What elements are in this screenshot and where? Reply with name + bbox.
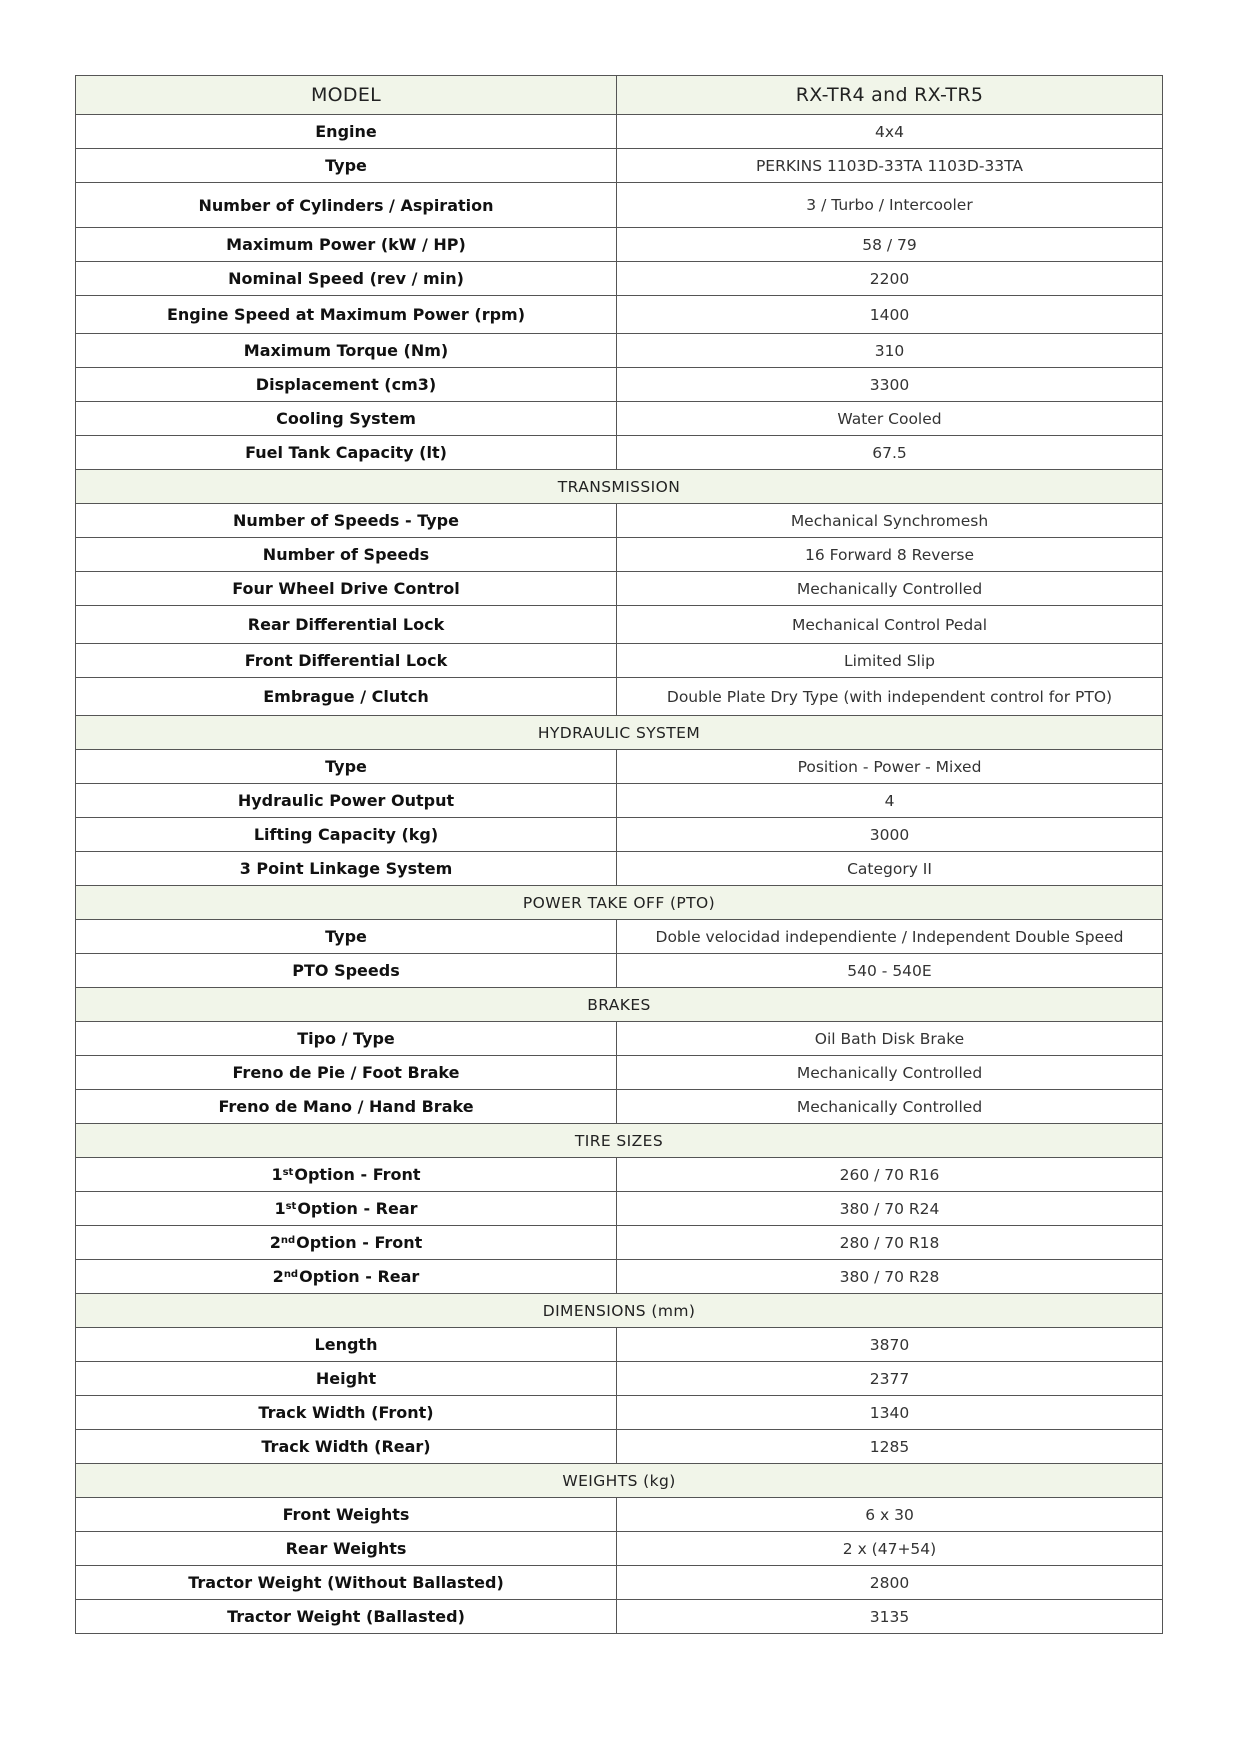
spec-label: Number of Cylinders / Aspiration	[76, 183, 617, 228]
spec-label: Hydraulic Power Output	[76, 784, 617, 818]
spec-table-body	[76, 76, 1163, 1634]
spec-label	[76, 1192, 617, 1226]
table-row	[76, 149, 1163, 183]
table-row	[76, 852, 1163, 886]
spec-value: 2 x (47+54)	[617, 1532, 1163, 1566]
table-row	[76, 572, 1163, 606]
spec-label-text: Option - Rear	[297, 1199, 418, 1218]
table-row	[76, 1566, 1163, 1600]
spec-value: Oil Bath Disk Brake	[617, 1022, 1163, 1056]
model-header-value: RX-TR4 and RX-TR5	[617, 76, 1163, 115]
spec-label: Tractor Weight (Without Ballasted)	[76, 1566, 617, 1600]
spec-label: Rear Weights	[76, 1532, 617, 1566]
spec-value: Double Plate Dry Type (with independent control for PTO)	[617, 678, 1163, 716]
table-row	[76, 1396, 1163, 1430]
spec-value: Position - Power - Mixed	[617, 750, 1163, 784]
table-row	[76, 402, 1163, 436]
spec-label: Nominal Speed (rev / min)	[76, 262, 617, 296]
spec-value: 67.5	[617, 436, 1163, 470]
table-row	[76, 644, 1163, 678]
spec-label-text: Option - Rear	[299, 1267, 420, 1286]
table-row	[76, 1260, 1163, 1294]
spec-label	[76, 1158, 617, 1192]
spec-label	[76, 1226, 617, 1260]
spec-label: Freno de Pie / Foot Brake	[76, 1056, 617, 1090]
spec-label-text: Option - Front	[294, 1165, 421, 1184]
section-header-row	[76, 1294, 1163, 1328]
spec-value: Limited Slip	[617, 644, 1163, 678]
table-header-row	[76, 76, 1163, 115]
ordinal-suffix: nd	[283, 1269, 299, 1280]
section-title: TRANSMISSION	[76, 470, 1163, 504]
spec-value: Water Cooled	[617, 402, 1163, 436]
table-row	[76, 436, 1163, 470]
spec-value: 3135	[617, 1600, 1163, 1634]
spec-label: Rear Differential Lock	[76, 606, 617, 644]
spec-value: Mechanically Controlled	[617, 572, 1163, 606]
spec-value: Mechanical Control Pedal	[617, 606, 1163, 644]
spec-value: Mechanical Synchromesh	[617, 504, 1163, 538]
spec-label	[76, 1260, 617, 1294]
spec-label: Track Width (Front)	[76, 1396, 617, 1430]
spec-label: Front Weights	[76, 1498, 617, 1532]
section-header-row	[76, 470, 1163, 504]
spec-value: 1285	[617, 1430, 1163, 1464]
spec-label: 3 Point Linkage System	[76, 852, 617, 886]
table-row	[76, 1090, 1163, 1124]
table-row	[76, 954, 1163, 988]
section-title: TIRE SIZES	[76, 1124, 1163, 1158]
section-title: HYDRAULIC SYSTEM	[76, 716, 1163, 750]
spec-label: Track Width (Rear)	[76, 1430, 617, 1464]
table-row	[76, 920, 1163, 954]
spec-label: Embrague / Clutch	[76, 678, 617, 716]
spec-value: 380 / 70 R24	[617, 1192, 1163, 1226]
table-row	[76, 1498, 1163, 1532]
table-row	[76, 818, 1163, 852]
table-row	[76, 1532, 1163, 1566]
section-title: BRAKES	[76, 988, 1163, 1022]
spec-label: Cooling System	[76, 402, 617, 436]
table-row	[76, 1022, 1163, 1056]
spec-value: 3300	[617, 368, 1163, 402]
table-row	[76, 262, 1163, 296]
spec-value: 6 x 30	[617, 1498, 1163, 1532]
table-row	[76, 334, 1163, 368]
spec-value: 380 / 70 R28	[617, 1260, 1163, 1294]
spec-value: Mechanically Controlled	[617, 1056, 1163, 1090]
spec-label: Lifting Capacity (kg)	[76, 818, 617, 852]
section-header-row	[76, 716, 1163, 750]
spec-label: Type	[76, 920, 617, 954]
table-row	[76, 1328, 1163, 1362]
table-row	[76, 750, 1163, 784]
table-row	[76, 183, 1163, 228]
section-header-row	[76, 1124, 1163, 1158]
spec-value: 3870	[617, 1328, 1163, 1362]
spec-label: Engine	[76, 115, 617, 149]
ordinal-suffix: nd	[280, 1235, 296, 1246]
model-header-label: MODEL	[76, 76, 617, 115]
spec-value: 1400	[617, 296, 1163, 334]
spec-label-text: Option - Front	[296, 1233, 423, 1252]
spec-label: Fuel Tank Capacity (lt)	[76, 436, 617, 470]
spec-label: Number of Speeds	[76, 538, 617, 572]
spec-value: 310	[617, 334, 1163, 368]
spec-value: Category II	[617, 852, 1163, 886]
section-title: WEIGHTS (kg)	[76, 1464, 1163, 1498]
spec-value: PERKINS 1103D-33TA 1103D-33TA	[617, 149, 1163, 183]
table-row	[76, 678, 1163, 716]
spec-label: Maximum Power (kW / HP)	[76, 228, 617, 262]
ordinal-suffix: st	[285, 1201, 297, 1212]
spec-label: PTO Speeds	[76, 954, 617, 988]
ordinal-number: 2	[272, 1267, 284, 1286]
spec-value: 2377	[617, 1362, 1163, 1396]
table-row	[76, 1056, 1163, 1090]
spec-label: Type	[76, 750, 617, 784]
spec-label: Height	[76, 1362, 617, 1396]
spec-label: Displacement (cm3)	[76, 368, 617, 402]
spec-value: 1340	[617, 1396, 1163, 1430]
table-row	[76, 784, 1163, 818]
ordinal-number: 1	[274, 1199, 286, 1218]
spec-value: 2800	[617, 1566, 1163, 1600]
spec-label: Length	[76, 1328, 617, 1362]
table-row	[76, 504, 1163, 538]
section-header-row	[76, 988, 1163, 1022]
section-header-row	[76, 1464, 1163, 1498]
ordinal-number: 1	[271, 1165, 283, 1184]
table-row	[76, 228, 1163, 262]
section-title: POWER TAKE OFF (PTO)	[76, 886, 1163, 920]
table-row	[76, 606, 1163, 644]
spec-value: Doble velocidad independiente / Independent Double Speed	[617, 920, 1163, 954]
table-row	[76, 368, 1163, 402]
spec-label: Freno de Mano / Hand Brake	[76, 1090, 617, 1124]
spec-label: Maximum Torque (Nm)	[76, 334, 617, 368]
spec-value: 16 Forward 8 Reverse	[617, 538, 1163, 572]
spec-value: 2200	[617, 262, 1163, 296]
table-row	[76, 1226, 1163, 1260]
table-row	[76, 115, 1163, 149]
table-row	[76, 1192, 1163, 1226]
table-row	[76, 1430, 1163, 1464]
spec-label: Engine Speed at Maximum Power (rpm)	[76, 296, 617, 334]
spec-value: 4	[617, 784, 1163, 818]
spec-table	[75, 75, 1163, 1634]
spec-value: 4x4	[617, 115, 1163, 149]
spec-label: Four Wheel Drive Control	[76, 572, 617, 606]
spec-value: 3000	[617, 818, 1163, 852]
spec-label: Tipo / Type	[76, 1022, 617, 1056]
table-row	[76, 1362, 1163, 1396]
spec-value: 540 - 540E	[617, 954, 1163, 988]
section-header-row	[76, 886, 1163, 920]
ordinal-number: 2	[269, 1233, 281, 1252]
table-row	[76, 538, 1163, 572]
table-row	[76, 296, 1163, 334]
spec-value: 260 / 70 R16	[617, 1158, 1163, 1192]
spec-value: Mechanically Controlled	[617, 1090, 1163, 1124]
spec-label: Front Differential Lock	[76, 644, 617, 678]
table-row	[76, 1600, 1163, 1634]
spec-label: Type	[76, 149, 617, 183]
spec-label: Number of Speeds - Type	[76, 504, 617, 538]
spec-value: 3 / Turbo / Intercooler	[617, 183, 1163, 228]
ordinal-suffix: st	[282, 1167, 294, 1178]
spec-value: 58 / 79	[617, 228, 1163, 262]
spec-value: 280 / 70 R18	[617, 1226, 1163, 1260]
spec-label: Tractor Weight (Ballasted)	[76, 1600, 617, 1634]
section-title: DIMENSIONS (mm)	[76, 1294, 1163, 1328]
table-row	[76, 1158, 1163, 1192]
